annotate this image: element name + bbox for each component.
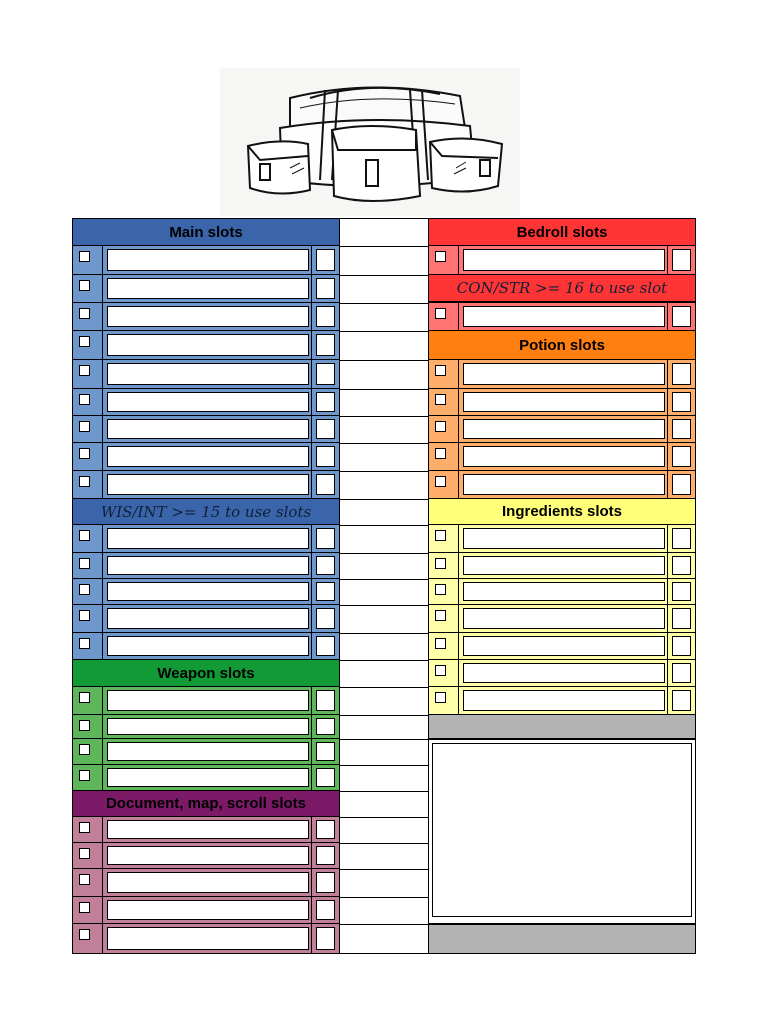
slot-checkbox[interactable] (435, 558, 446, 569)
weight-cell (311, 275, 339, 302)
weight-cell (311, 739, 339, 764)
weight-field[interactable] (316, 608, 335, 629)
weight-cell (667, 687, 695, 714)
slot-checkbox[interactable] (79, 720, 90, 731)
slot-checkbox[interactable] (435, 448, 446, 459)
item-name-field[interactable] (463, 556, 665, 575)
checkbox-cell (73, 924, 103, 953)
slot-checkbox[interactable] (79, 848, 90, 859)
slot-row (72, 302, 340, 331)
weight-cell (667, 443, 695, 470)
item-name-field[interactable] (107, 820, 309, 839)
weight-cell (311, 715, 339, 738)
checkbox-cell (429, 443, 459, 470)
slot-checkbox[interactable] (79, 530, 90, 541)
weight-field[interactable] (316, 927, 335, 950)
slot-checkbox[interactable] (79, 610, 90, 621)
backpack-illustration (220, 68, 520, 216)
slot-row (72, 415, 340, 443)
checkbox-cell (73, 389, 103, 415)
weight-cell (667, 525, 695, 552)
item-name-field[interactable] (463, 690, 665, 711)
checkbox-cell (73, 525, 103, 552)
checkbox-cell (429, 633, 459, 659)
weight-field[interactable] (316, 249, 335, 271)
weight-cell (311, 817, 339, 842)
checkbox-cell (73, 416, 103, 442)
checkbox-cell (73, 843, 103, 868)
weight-cell (667, 246, 695, 274)
item-name-field[interactable] (107, 306, 309, 327)
weight-cell (667, 579, 695, 604)
slot-checkbox[interactable] (79, 308, 90, 319)
inventory-sheet (72, 218, 696, 954)
weight-cell (667, 416, 695, 442)
ingredients-slots-title: Ingredients slots (501, 503, 623, 520)
weapon-slots-title: Weapon slots (157, 664, 255, 682)
slot-checkbox[interactable] (435, 530, 446, 541)
slot-row (72, 632, 340, 660)
weight-field[interactable] (672, 636, 691, 656)
weight-cell (311, 869, 339, 896)
slot-checkbox[interactable] (435, 308, 446, 319)
weight-cell (311, 897, 339, 923)
item-name-field[interactable] (107, 872, 309, 893)
item-name-field[interactable] (463, 636, 665, 656)
checkbox-cell (429, 687, 459, 714)
weight-field[interactable] (316, 846, 335, 865)
middle-column (339, 218, 428, 954)
item-name-field[interactable] (463, 446, 665, 467)
slot-checkbox[interactable] (79, 874, 90, 885)
con-str-title: CON/STR >= 16 to use slot (456, 279, 668, 297)
main-slots-header (72, 218, 340, 246)
slot-row (72, 868, 340, 897)
item-name-field[interactable] (107, 363, 309, 385)
slot-row (428, 442, 696, 471)
slot-checkbox[interactable] (79, 929, 90, 940)
weight-field[interactable] (672, 582, 691, 601)
item-name-field[interactable] (463, 392, 665, 412)
item-name-field[interactable] (107, 278, 309, 299)
item-name-field[interactable] (107, 249, 309, 271)
checkbox-cell (73, 687, 103, 714)
bedroll-slots-header (428, 218, 696, 246)
weight-field[interactable] (672, 419, 691, 439)
document-slots-header (72, 790, 340, 817)
item-name-field[interactable] (107, 927, 309, 950)
checkbox-cell (73, 579, 103, 604)
slot-row (72, 330, 340, 360)
checkbox-cell (73, 553, 103, 578)
weight-cell (311, 471, 339, 498)
weight-cell (667, 389, 695, 415)
slot-checkbox[interactable] (79, 822, 90, 833)
slot-checkbox[interactable] (435, 421, 446, 432)
slot-checkbox[interactable] (79, 584, 90, 595)
weight-field[interactable] (316, 556, 335, 575)
slot-row (72, 604, 340, 633)
item-name-field[interactable] (463, 419, 665, 439)
item-name-field[interactable] (463, 663, 665, 683)
weight-field[interactable] (672, 446, 691, 467)
weight-cell (311, 360, 339, 388)
slot-checkbox[interactable] (79, 448, 90, 459)
checkbox-cell (73, 765, 103, 790)
slot-row (72, 816, 340, 843)
weight-field[interactable] (316, 636, 335, 656)
weight-field[interactable] (316, 820, 335, 839)
checkbox-cell (429, 553, 459, 578)
checkbox-cell (73, 817, 103, 842)
weight-field[interactable] (672, 306, 691, 327)
checkbox-cell (73, 303, 103, 330)
weight-field[interactable] (316, 718, 335, 735)
slot-checkbox[interactable] (79, 394, 90, 405)
checkbox-cell (429, 360, 459, 388)
weight-field[interactable] (316, 872, 335, 893)
slot-checkbox[interactable] (79, 770, 90, 781)
gray-bar-top (428, 714, 696, 739)
weight-field[interactable] (316, 768, 335, 787)
weight-field[interactable] (672, 556, 691, 575)
slot-row (72, 388, 340, 416)
checkbox-cell (73, 605, 103, 632)
checkbox-cell (73, 715, 103, 738)
weight-field[interactable] (316, 392, 335, 412)
item-name-field[interactable] (107, 846, 309, 865)
slot-checkbox[interactable] (79, 365, 90, 376)
weight-cell (667, 553, 695, 578)
slot-checkbox[interactable] (79, 902, 90, 913)
slot-checkbox[interactable] (79, 251, 90, 262)
notes-frame (428, 739, 696, 924)
slot-checkbox[interactable] (79, 692, 90, 703)
item-name-field[interactable] (107, 900, 309, 920)
slot-checkbox[interactable] (435, 638, 446, 649)
item-name-field[interactable] (107, 528, 309, 549)
weight-cell (311, 443, 339, 470)
slot-row (72, 578, 340, 605)
item-name-field[interactable] (107, 608, 309, 629)
weight-cell (667, 360, 695, 388)
slot-row (72, 896, 340, 924)
slot-row (428, 388, 696, 416)
item-name-field[interactable] (107, 392, 309, 412)
slot-checkbox[interactable] (435, 610, 446, 621)
checkbox-cell (73, 633, 103, 659)
slot-row (72, 359, 340, 389)
checkbox-cell (429, 525, 459, 552)
bedroll-slots-title: Bedroll slots (516, 223, 608, 241)
slot-row (428, 359, 696, 389)
checkbox-cell (73, 869, 103, 896)
weight-cell (667, 471, 695, 498)
slot-row (428, 659, 696, 687)
weight-cell (667, 660, 695, 686)
item-name-field[interactable] (463, 306, 665, 327)
checkbox-cell (429, 471, 459, 498)
checkbox-cell (429, 660, 459, 686)
weight-field[interactable] (672, 392, 691, 412)
item-name-field[interactable] (463, 528, 665, 549)
checkbox-cell (73, 275, 103, 302)
con-str-header (428, 274, 696, 302)
weapon-slots-header (72, 659, 340, 687)
main-slots-title: Main slots (169, 223, 243, 241)
slot-row (72, 442, 340, 471)
weight-cell (311, 553, 339, 578)
item-name-field[interactable] (463, 582, 665, 601)
item-name-field[interactable] (463, 474, 665, 495)
item-name-field[interactable] (463, 249, 665, 271)
slot-checkbox[interactable] (435, 394, 446, 405)
item-name-field[interactable] (107, 718, 309, 735)
item-name-field[interactable] (107, 768, 309, 787)
slot-row (72, 764, 340, 791)
slot-row (72, 686, 340, 715)
weight-cell (311, 765, 339, 790)
item-name-field[interactable] (107, 582, 309, 601)
checkbox-cell (73, 331, 103, 359)
weight-field[interactable] (316, 419, 335, 439)
weight-field[interactable] (316, 742, 335, 761)
weight-field[interactable] (316, 446, 335, 467)
weight-cell (311, 924, 339, 953)
potion-slots-header (428, 330, 696, 360)
weight-cell (311, 843, 339, 868)
wis-int-header (72, 498, 340, 525)
weight-field[interactable] (316, 690, 335, 711)
weight-cell (311, 416, 339, 442)
slot-row (428, 552, 696, 579)
checkbox-cell (429, 389, 459, 415)
checkbox-cell (429, 246, 459, 274)
item-name-field[interactable] (107, 334, 309, 356)
slot-row (72, 245, 340, 275)
item-name-field[interactable] (463, 608, 665, 629)
weight-field[interactable] (672, 690, 691, 711)
weight-field[interactable] (672, 528, 691, 549)
slot-checkbox[interactable] (435, 665, 446, 676)
checkbox-cell (73, 471, 103, 498)
slot-checkbox[interactable] (435, 251, 446, 262)
checkbox-cell (429, 605, 459, 632)
notes-box[interactable] (432, 743, 692, 917)
weight-cell (667, 605, 695, 632)
slot-checkbox[interactable] (79, 476, 90, 487)
checkbox-cell (429, 416, 459, 442)
weight-field[interactable] (316, 474, 335, 495)
weight-field[interactable] (316, 278, 335, 299)
weight-cell (311, 331, 339, 359)
slot-checkbox[interactable] (79, 638, 90, 649)
slot-checkbox[interactable] (79, 336, 90, 347)
slot-row (72, 470, 340, 499)
weight-cell (311, 633, 339, 659)
item-name-field[interactable] (107, 446, 309, 467)
weight-cell (311, 389, 339, 415)
document-slots-title: Document, map, scroll slots (105, 795, 307, 812)
weight-cell (311, 525, 339, 552)
slot-row (428, 302, 696, 331)
weight-field[interactable] (316, 528, 335, 549)
item-name-field[interactable] (107, 556, 309, 575)
slot-row (428, 578, 696, 605)
slot-checkbox[interactable] (79, 421, 90, 432)
checkbox-cell (429, 579, 459, 604)
item-name-field[interactable] (107, 636, 309, 656)
weight-field[interactable] (672, 249, 691, 271)
slot-row (72, 714, 340, 739)
checkbox-cell (73, 360, 103, 388)
checkbox-cell (73, 443, 103, 470)
weight-field[interactable] (672, 663, 691, 683)
slot-checkbox[interactable] (435, 584, 446, 595)
slot-row (428, 524, 696, 553)
slot-checkbox[interactable] (79, 744, 90, 755)
slot-row (428, 470, 696, 499)
slot-row (72, 274, 340, 303)
weight-field[interactable] (672, 363, 691, 385)
potion-slots-title: Potion slots (519, 336, 605, 354)
weight-field[interactable] (316, 582, 335, 601)
slot-row (428, 632, 696, 660)
slot-row (72, 738, 340, 765)
checkbox-cell (429, 303, 459, 330)
weight-cell (667, 633, 695, 659)
slot-row (428, 604, 696, 633)
slot-row (72, 524, 340, 553)
slot-row (72, 923, 340, 954)
slot-checkbox[interactable] (79, 558, 90, 569)
slot-row (428, 686, 696, 715)
slot-checkbox[interactable] (435, 365, 446, 376)
slot-checkbox[interactable] (435, 476, 446, 487)
weight-field[interactable] (672, 608, 691, 629)
wis-int-title: WIS/INT >= 15 to use slots (100, 502, 312, 521)
checkbox-cell (73, 739, 103, 764)
checkbox-cell (73, 246, 103, 274)
weight-cell (311, 246, 339, 274)
weight-field[interactable] (316, 306, 335, 327)
item-name-field[interactable] (107, 419, 309, 439)
slot-row (72, 842, 340, 869)
ingredients-slots-header (428, 498, 696, 525)
weight-field[interactable] (316, 363, 335, 385)
weight-cell (311, 579, 339, 604)
checkbox-cell (73, 897, 103, 923)
item-name-field[interactable] (107, 690, 309, 711)
item-name-field[interactable] (463, 363, 665, 385)
item-name-field[interactable] (107, 474, 309, 495)
weight-cell (667, 303, 695, 330)
slot-checkbox[interactable] (79, 280, 90, 291)
slot-checkbox[interactable] (435, 692, 446, 703)
slot-row (72, 552, 340, 579)
weight-cell (311, 303, 339, 330)
gray-bar-bottom (428, 924, 696, 954)
item-name-field[interactable] (107, 742, 309, 761)
slot-row (428, 245, 696, 275)
weight-field[interactable] (672, 474, 691, 495)
weight-cell (311, 605, 339, 632)
weight-field[interactable] (316, 334, 335, 356)
slot-row (428, 415, 696, 443)
weight-field[interactable] (316, 900, 335, 920)
weight-cell (311, 687, 339, 714)
